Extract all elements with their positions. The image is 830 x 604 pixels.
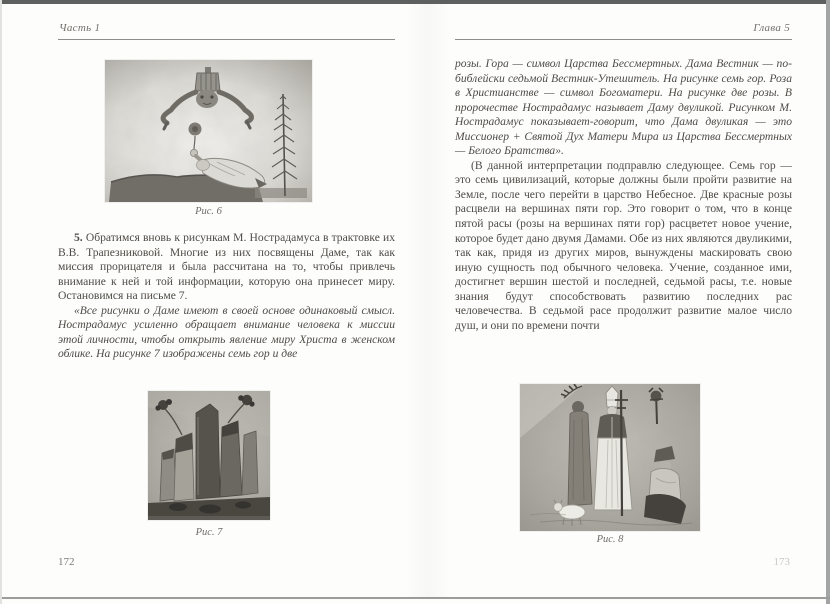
figure-7-caption: Рис. 7: [195, 527, 223, 538]
scan-edge-right: [826, 0, 830, 604]
left-page-number: 172: [58, 556, 75, 568]
left-paragraph-2: «Все рисунки о Даме имеют в своей основе одинаковый смысл. Нострадамус усиленно обращает внимание человека к миссии этой личности, чтобы открыть явление миру Христа в женском облике. На рисунке 7 изображены семь гор и две: [58, 303, 395, 361]
right-header-rule: [455, 39, 792, 40]
left-header-rule: [58, 39, 395, 40]
paragraph-number: 5.: [74, 231, 83, 244]
left-paragraph-1: 5. Обратимся вновь к рисункам М. Нострадамуса в трактовке их В.В. Трапезниковой. Многие из них посвящены Даме, так как миссия прорицателя и была рассчитана на то, чтобы привлечь внимание к ней и той информации, которую она принесет миру. Остановимся на письме 7.: [58, 231, 395, 303]
figure-8-illustration: [520, 384, 700, 531]
right-page-number: 173: [773, 556, 790, 568]
scan-edge-left: [0, 0, 2, 604]
right-page-text: [455, 57, 792, 333]
figure-8-caption: Рис. 8: [596, 534, 624, 545]
right-page-header: Глава 5: [753, 22, 790, 34]
right-paragraph-2: (В данной интерпретации подправлю следующее. Семь гор — это семь цивилизаций, которые должны были пройти развитие на Земле, после чего перейти в царство Небесное. Две красные розы расцвели на вершинах пяти гор. Это говорит о том, что в конце пятой расы (розы на вершинах пяти гор) расцветет новое учение, которое будет дано двумя Дамами. Обе из них являются двуликими, так как, придя из других миров, вынуждены маскировать свою иную сущность под обычного человека. Учение, созданное ими, достигнет вершин шестой и последней, седьмой расы, т.е. новые знания будут способствовать развитию последних рас человечества. В седьмой расе продолжит развитие малое число душ, и они по времени почти: [455, 158, 792, 332]
left-page-text: [58, 231, 395, 362]
left-page-header: Часть 1: [59, 22, 101, 34]
figure-7-illustration: [148, 391, 270, 520]
figure-6-caption: Рис. 6: [195, 206, 222, 217]
right-paragraph-1: розы. Гора — символ Царства Бессмертных. Дама Вестник — по-библейски седьмой Вестник-Утешитель. На рисунке семь гор. Роза в Христианстве — символ Богоматери. На рисунке две розы. В пророчестве Нострадамус называет Даму двуликой. Рисунком М. Нострадамус показывает-говорит, что Дама двуликая — это Миссионер + Святой Дух Матери Мира из Царства Бессмертных — Белого Братства».: [455, 57, 792, 158]
page-gutter: [405, 4, 451, 598]
figure-6-illustration: [105, 60, 312, 202]
